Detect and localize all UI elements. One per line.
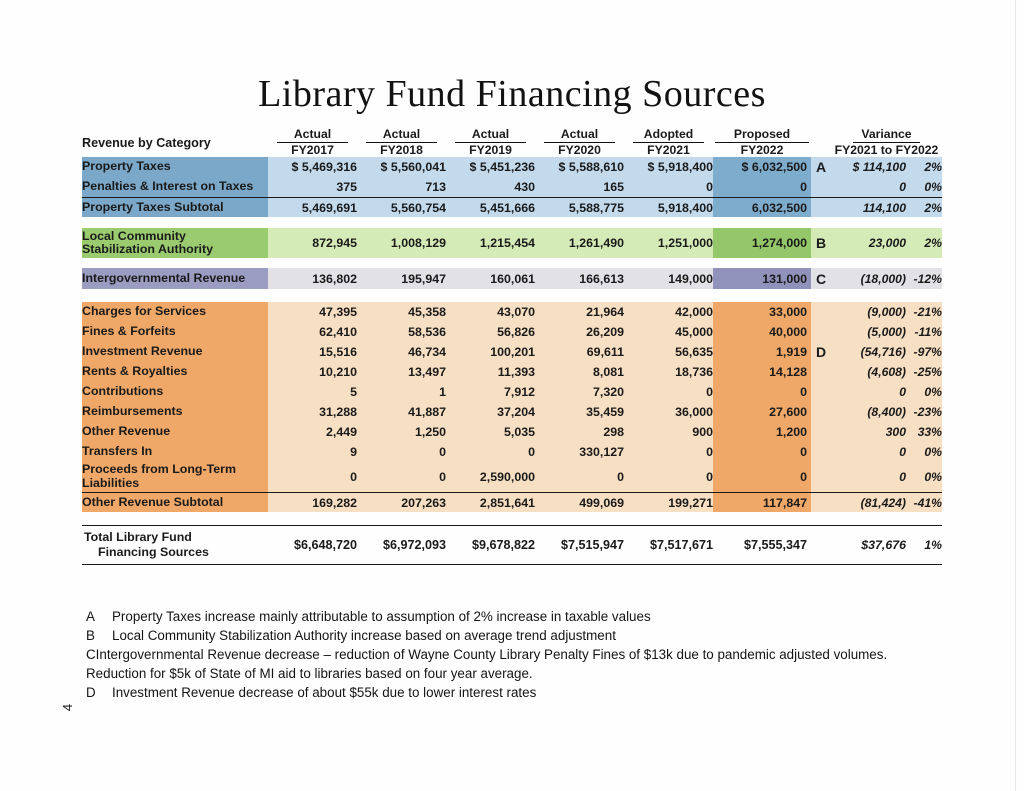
footnote-marker-slot <box>811 362 831 382</box>
cell-fy2021: 149,000 <box>624 268 713 289</box>
row-label <box>82 526 268 564</box>
footnote-marker-c: C <box>811 268 831 289</box>
cell-variance-percent: 2% <box>906 157 942 177</box>
cell-fy2022-proposed: 6,032,500 <box>713 197 811 217</box>
header-fy2018-type: Actual <box>366 128 437 143</box>
page-number: 4 <box>60 703 76 712</box>
table-row-rents-royalties <box>82 362 942 382</box>
row-label: Property Taxes Subtotal <box>82 197 268 217</box>
cell-fy2019: 7,912 <box>446 382 535 402</box>
cell-fy2022-proposed: 27,600 <box>713 402 811 422</box>
footnote-b <box>86 626 916 645</box>
cell-fy2021: 36,000 <box>624 402 713 422</box>
header-fy2018 <box>357 128 446 157</box>
cell-fy2022-proposed: 1,274,000 <box>713 228 811 258</box>
cell-fy2019: 0 <box>446 442 535 462</box>
cell-fy2018: 41,887 <box>357 402 446 422</box>
cell-fy2018: 0 <box>357 442 446 462</box>
cell-fy2020: $ 5,588,610 <box>535 157 624 177</box>
cell-fy2017: 47,395 <box>268 302 357 322</box>
cell-fy2020: 8,081 <box>535 362 624 382</box>
scan-edge-line <box>1015 0 1016 791</box>
section-gap <box>82 512 942 526</box>
cell-fy2022-proposed: $ 6,032,500 <box>713 157 811 177</box>
cell-fy2018: 45,358 <box>357 302 446 322</box>
header-fy2017-type: Actual <box>277 128 348 143</box>
cell-fy2018: 195,947 <box>357 268 446 289</box>
cell-fy2021: 0 <box>624 442 713 462</box>
cell-fy2017: 9 <box>268 442 357 462</box>
footnote-marker-slot <box>811 442 831 462</box>
cell-fy2022-proposed: 0 <box>713 177 811 197</box>
cell-fy2021: $7,517,671 <box>649 538 713 553</box>
header-variance-title: Variance <box>853 128 920 143</box>
footnote-c-text: Intergovernmental Revenue decrease – reduction of Wayne County Library Penalty Fines of $13k due to pandemic adjusted volumes. Reduction for $5k of State of MI aid to libraries based on four year average. <box>86 647 888 682</box>
footnote-marker-slot <box>811 177 831 197</box>
row-label <box>82 228 268 258</box>
header-variance-range: FY2021 to FY2022 <box>834 142 939 157</box>
footnote-marker-slot <box>811 492 831 512</box>
cell-fy2020: 0 <box>535 462 624 492</box>
cell-variance: (18,000) <box>831 268 906 289</box>
header-fy2020-year: FY2020 <box>558 142 601 157</box>
row-label: Reimbursements <box>82 402 268 422</box>
cell-fy2022-proposed: 117,847 <box>713 492 811 512</box>
cell-fy2020: 5,588,775 <box>535 197 624 217</box>
cell-variance-percent: 2% <box>906 228 942 258</box>
cell-fy2020: 165 <box>535 177 624 197</box>
cell-fy2017: $ 5,469,316 <box>268 157 357 177</box>
footnote-b-text: Local Community Stabilization Authority increase based on average trend adjustment <box>112 628 616 644</box>
table-row-charges-for-services <box>82 302 942 322</box>
footnote-marker-slot <box>811 526 831 564</box>
row-label: Rents & Royalties <box>82 362 268 382</box>
cell-variance-percent: -21% <box>906 302 942 322</box>
cell-variance-percent: -12% <box>906 268 942 289</box>
cell-fy2020: 330,127 <box>535 442 624 462</box>
cell-fy2019: 1,215,454 <box>446 228 535 258</box>
cell-fy2020: $7,515,947 <box>560 538 624 553</box>
cell-fy2021: 42,000 <box>624 302 713 322</box>
row-label: Other Revenue <box>82 422 268 442</box>
header-variance <box>831 128 942 157</box>
cell-fy2019: 43,070 <box>446 302 535 322</box>
row-label: Penalties & Interest on Taxes <box>82 177 268 197</box>
cell-fy2018: 1,008,129 <box>357 228 446 258</box>
cell-fy2021: 45,000 <box>624 322 713 342</box>
cell-variance: 300 <box>831 422 906 442</box>
cell-variance-percent: -23% <box>906 402 942 422</box>
header-fy2018-year: FY2018 <box>380 142 423 157</box>
cell-fy2020: 1,261,490 <box>535 228 624 258</box>
footnote-a-key: A <box>86 609 95 624</box>
cell-fy2017: 62,410 <box>268 322 357 342</box>
cell-variance: $ 114,100 <box>831 157 906 177</box>
total-bottom-rule <box>82 564 942 565</box>
cell-variance: 0 <box>831 382 906 402</box>
cell-fy2019: 100,201 <box>446 342 535 362</box>
footnote-a-text: Property Taxes increase mainly attributable to assumption of 2% increase in taxable values <box>112 609 651 624</box>
cell-variance-percent: 2% <box>906 197 942 217</box>
cell-fy2017: 872,945 <box>268 228 357 258</box>
cell-fy2020: 499,069 <box>535 492 624 512</box>
cell-fy2019: 5,035 <box>446 422 535 442</box>
cell-fy2017: 31,288 <box>268 402 357 422</box>
cell-fy2017: 15,516 <box>268 342 357 362</box>
row-label-line1: Local Community <box>82 228 186 243</box>
cell-variance: 0 <box>831 442 906 462</box>
cell-variance-percent: 0% <box>906 462 942 492</box>
header-revenue-by-category: Revenue by Category <box>82 135 211 150</box>
table-row-contributions <box>82 382 942 402</box>
cell-fy2019: 160,061 <box>446 268 535 289</box>
cell-fy2019: 2,851,641 <box>446 492 535 512</box>
cell-variance: 114,100 <box>831 197 906 217</box>
cell-variance-percent: 0% <box>906 382 942 402</box>
cell-fy2018: 713 <box>357 177 446 197</box>
table-row-property-taxes <box>82 157 942 177</box>
cell-fy2018: 1,250 <box>357 422 446 442</box>
header-fy2021 <box>624 128 713 157</box>
header-fy2017-year: FY2017 <box>291 142 334 157</box>
total-label-line1: Total Library Fund <box>84 530 192 545</box>
footnote-marker-d: D <box>811 342 831 362</box>
cell-variance: (81,424) <box>831 492 906 512</box>
cell-fy2022-proposed: 1,919 <box>713 342 811 362</box>
cell-fy2022-proposed: $7,555,347 <box>743 538 807 553</box>
financing-sources-table <box>82 128 942 565</box>
footnote-marker-slot <box>811 422 831 442</box>
table-row-penalties-interest <box>82 177 942 197</box>
table-row-fines-forfeits <box>82 322 942 342</box>
footnote-b-key: B <box>86 628 95 644</box>
header-fy2017 <box>268 128 357 157</box>
header-fy2019-type: Actual <box>455 128 526 143</box>
cell-fy2017: 136,802 <box>268 268 357 289</box>
header-fy2021-type: Adopted <box>633 128 704 143</box>
cell-fy2018: 1 <box>357 382 446 402</box>
row-label: Charges for Services <box>82 302 268 322</box>
cell-fy2022-proposed: 14,128 <box>713 362 811 382</box>
header-fy2021-year: FY2021 <box>647 142 690 157</box>
row-label: Fines & Forfeits <box>82 322 268 342</box>
row-label: Transfers In <box>82 442 268 462</box>
cell-fy2017: 375 <box>268 177 357 197</box>
cell-fy2019: 430 <box>446 177 535 197</box>
cell-variance: (54,716) <box>831 342 906 362</box>
row-label-line1: Proceeds from Long-Term <box>82 462 236 477</box>
footnote-marker-slot <box>811 462 831 492</box>
cell-fy2018: 13,497 <box>357 362 446 382</box>
cell-fy2017: 0 <box>268 462 357 492</box>
cell-variance: $37,676 <box>861 538 906 553</box>
table-row-proceeds-from-long-term-liabilities <box>82 462 942 492</box>
footnote-c <box>86 645 916 683</box>
cell-variance: 0 <box>831 177 906 197</box>
footnote-marker-slot <box>811 382 831 402</box>
cell-fy2018: 207,263 <box>357 492 446 512</box>
cell-fy2018: 5,560,754 <box>357 197 446 217</box>
cell-fy2021: 5,918,400 <box>624 197 713 217</box>
table-row-total-library-fund-financing-sources <box>82 526 942 564</box>
cell-fy2020: 21,964 <box>535 302 624 322</box>
cell-fy2022-proposed: 0 <box>713 442 811 462</box>
cell-variance: (5,000) <box>831 322 906 342</box>
footnote-a <box>86 607 916 626</box>
footnote-marker-slot <box>811 197 831 217</box>
cell-fy2019: 37,204 <box>446 402 535 422</box>
header-fy2022-year: FY2022 <box>740 142 784 157</box>
row-label-line2: Liabilities <box>82 476 140 491</box>
footnotes <box>86 607 916 702</box>
cell-fy2019: 56,826 <box>446 322 535 342</box>
row-label: Contributions <box>82 382 268 402</box>
cell-fy2021: 0 <box>624 382 713 402</box>
header-fy2019-year: FY2019 <box>469 142 512 157</box>
section-gap <box>82 258 942 268</box>
cell-fy2022-proposed: 0 <box>713 382 811 402</box>
cell-fy2019: 2,590,000 <box>446 462 535 492</box>
cell-variance-percent: -97% <box>906 342 942 362</box>
cell-fy2020: 35,459 <box>535 402 624 422</box>
cell-fy2021: 0 <box>624 462 713 492</box>
header-fy2022-proposed <box>713 128 811 157</box>
cell-variance-percent: 1% <box>924 538 942 553</box>
cell-fy2017: $6,648,720 <box>293 538 357 553</box>
cell-fy2022-proposed: 40,000 <box>713 322 811 342</box>
cell-fy2018: 58,536 <box>357 322 446 342</box>
cell-fy2018: $6,972,093 <box>382 538 446 553</box>
section-gap <box>82 289 942 302</box>
row-label <box>82 462 268 492</box>
table-row-investment-revenue <box>82 342 942 362</box>
cell-variance-percent: -11% <box>906 322 942 342</box>
table-row-intergovernmental-revenue <box>82 268 942 289</box>
row-label: Property Taxes <box>82 157 268 177</box>
cell-fy2019: $ 5,451,236 <box>446 157 535 177</box>
header-fy2020-type: Actual <box>544 128 615 143</box>
table-row-property-taxes-subtotal <box>82 197 942 217</box>
header-marker-spacer <box>811 128 831 157</box>
cell-fy2021: 56,635 <box>624 342 713 362</box>
table-row-other-revenue-subtotal <box>82 492 942 512</box>
table-row-local-community-stabilization-authority <box>82 228 942 258</box>
cell-fy2019: $9,678,822 <box>471 538 535 553</box>
cell-fy2017: 5,469,691 <box>268 197 357 217</box>
cell-variance-percent: 0% <box>906 177 942 197</box>
cell-fy2019: 5,451,666 <box>446 197 535 217</box>
table-row-transfers-in <box>82 442 942 462</box>
cell-fy2018: 0 <box>357 462 446 492</box>
cell-fy2021: 199,271 <box>624 492 713 512</box>
cell-fy2019: 11,393 <box>446 362 535 382</box>
footnote-marker-b: B <box>811 228 831 258</box>
header-fy2019 <box>446 128 535 157</box>
cell-variance: (9,000) <box>831 302 906 322</box>
total-label-line2: Financing Sources <box>98 545 209 560</box>
row-label: Intergovernmental Revenue <box>82 268 268 289</box>
cell-fy2017: 169,282 <box>268 492 357 512</box>
cell-variance: 23,000 <box>831 228 906 258</box>
cell-fy2022-proposed: 131,000 <box>713 268 811 289</box>
table-row-reimbursements <box>82 402 942 422</box>
cell-fy2022-proposed: 33,000 <box>713 302 811 322</box>
cell-fy2022-proposed: 0 <box>713 462 811 492</box>
cell-variance-percent: -41% <box>906 492 942 512</box>
footnote-d-text: Investment Revenue decrease of about $55k due to lower interest rates <box>112 685 537 701</box>
header-fy2022-type: Proposed <box>715 128 809 143</box>
table-row-other-revenue <box>82 422 942 442</box>
cell-fy2021: 18,736 <box>624 362 713 382</box>
cell-fy2017: 10,210 <box>268 362 357 382</box>
cell-variance-percent: 33% <box>906 422 942 442</box>
cell-fy2020: 7,320 <box>535 382 624 402</box>
cell-variance: 0 <box>831 462 906 492</box>
header-fy2020 <box>535 128 624 157</box>
cell-fy2020: 26,209 <box>535 322 624 342</box>
cell-fy2017: 5 <box>268 382 357 402</box>
cell-fy2018: $ 5,560,041 <box>357 157 446 177</box>
row-label-line2: Stabilization Authority <box>82 242 214 257</box>
cell-fy2017: 2,449 <box>268 422 357 442</box>
cell-fy2020: 69,611 <box>535 342 624 362</box>
table-header-row <box>82 128 942 157</box>
cell-fy2018: 46,734 <box>357 342 446 362</box>
section-gap <box>82 217 942 228</box>
cell-fy2021: 0 <box>624 177 713 197</box>
cell-fy2020: 166,613 <box>535 268 624 289</box>
cell-fy2022-proposed: 1,200 <box>713 422 811 442</box>
cell-variance-percent: 0% <box>906 442 942 462</box>
footnote-marker-slot <box>811 302 831 322</box>
cell-variance: (8,400) <box>831 402 906 422</box>
cell-fy2020: 298 <box>535 422 624 442</box>
footnote-marker-slot <box>811 322 831 342</box>
page-title: Library Fund Financing Sources <box>258 73 766 115</box>
footnote-d-key: D <box>86 685 96 701</box>
cell-variance: (4,608) <box>831 362 906 382</box>
footnote-d <box>86 683 916 702</box>
footnote-marker-slot <box>811 402 831 422</box>
footnote-c-key: C <box>86 647 96 663</box>
cell-fy2021: 1,251,000 <box>624 228 713 258</box>
cell-fy2021: 900 <box>624 422 713 442</box>
cell-fy2021: $ 5,918,400 <box>624 157 713 177</box>
row-label: Investment Revenue <box>82 342 268 362</box>
footnote-marker-a: A <box>811 157 831 177</box>
cell-variance-percent: -25% <box>906 362 942 382</box>
row-label: Other Revenue Subtotal <box>82 492 268 512</box>
